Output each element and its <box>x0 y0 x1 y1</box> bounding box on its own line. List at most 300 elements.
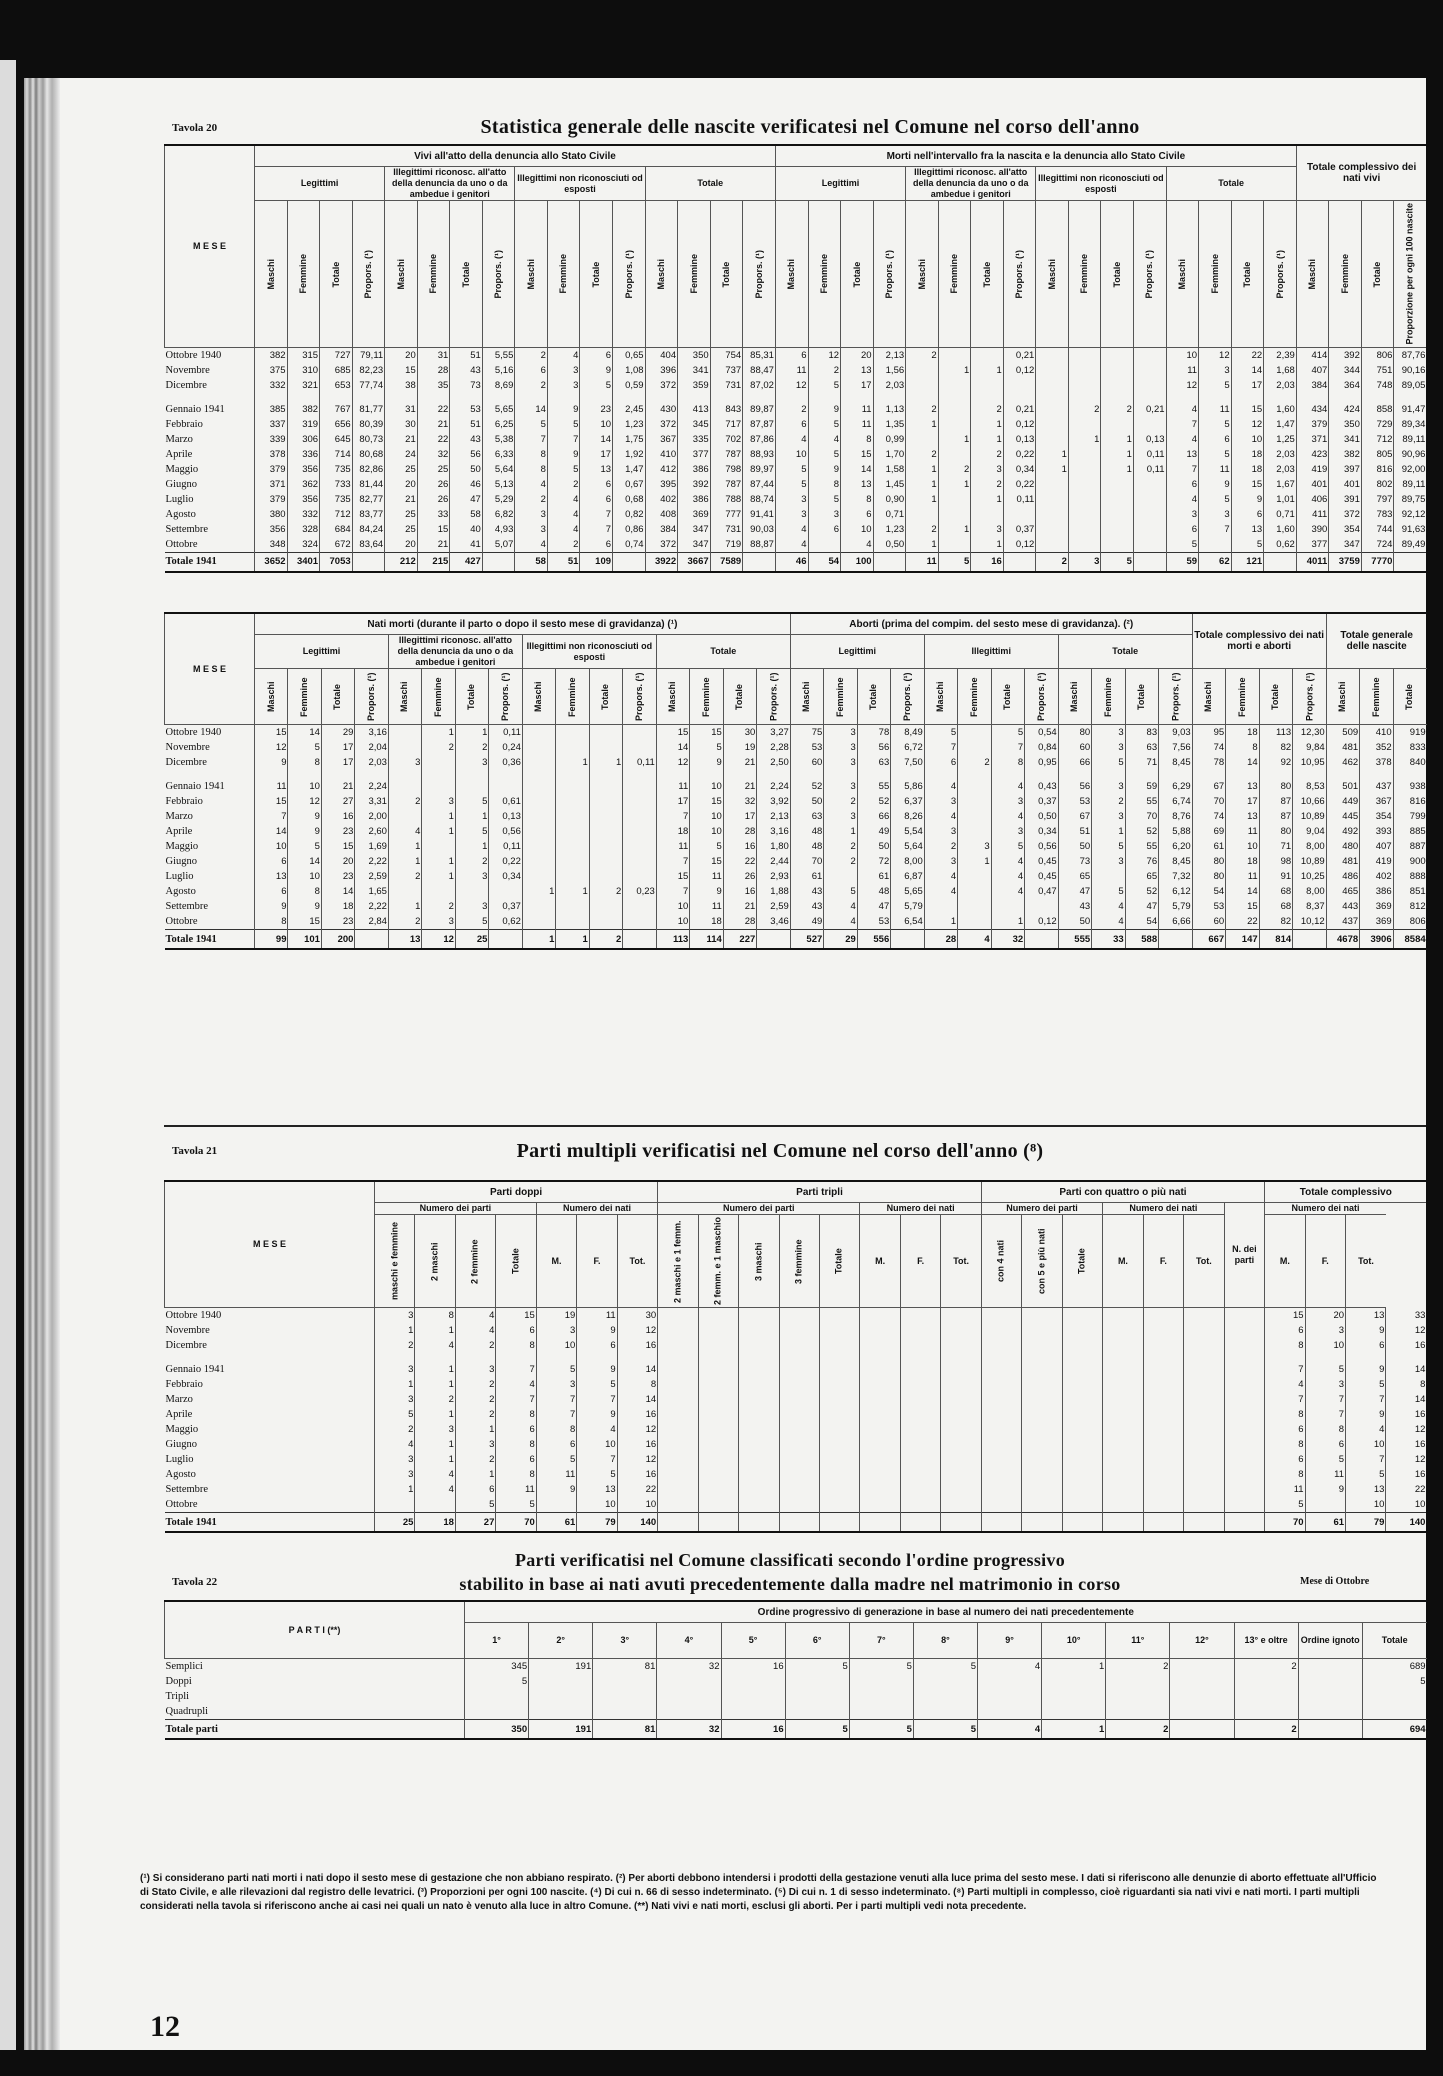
data-cell <box>1133 537 1166 553</box>
data-cell: 17 <box>656 794 689 809</box>
data-cell: 799 <box>1393 809 1427 824</box>
data-cell: 79,11 <box>352 347 385 363</box>
blank-cell <box>779 1353 819 1362</box>
data-cell: 1 <box>375 1482 415 1497</box>
data-cell <box>1068 462 1101 477</box>
data-cell: 4 <box>991 809 1024 824</box>
data-cell <box>1062 1362 1102 1377</box>
data-cell <box>589 809 622 824</box>
data-cell <box>658 1437 698 1452</box>
data-cell: 4 <box>415 1482 455 1497</box>
data-cell: 1,23 <box>873 522 906 537</box>
total-cell: 2 <box>1234 1720 1298 1740</box>
data-cell: 14 <box>841 462 874 477</box>
table-row <box>165 1659 1427 1675</box>
total-cell: 79 <box>577 1513 617 1533</box>
data-cell <box>958 824 991 839</box>
data-cell <box>1103 1392 1143 1407</box>
row-label: Dicembre <box>165 1340 207 1352</box>
data-cell: 8,45 <box>1159 755 1193 770</box>
blank-cell <box>1058 770 1091 779</box>
data-cell <box>1170 1659 1234 1675</box>
data-cell <box>1103 1338 1143 1353</box>
data-cell <box>489 884 522 899</box>
data-cell: 1 <box>422 824 455 839</box>
blank-cell <box>489 770 522 779</box>
total-cell: 4011 <box>1296 552 1329 572</box>
data-cell: 10 <box>536 1338 576 1353</box>
data-cell <box>1184 1377 1224 1392</box>
data-cell: 3 <box>824 725 857 741</box>
data-cell <box>556 779 589 794</box>
data-cell: 5 <box>455 824 488 839</box>
data-cell <box>941 1482 982 1497</box>
data-cell: 29 <box>321 725 354 741</box>
table-row <box>165 507 1427 522</box>
data-cell: 2 <box>1092 794 1125 809</box>
data-cell: 33 <box>417 507 450 522</box>
data-cell: 12 <box>617 1323 657 1338</box>
blank-cell <box>547 393 580 402</box>
data-cell: 8 <box>841 432 874 447</box>
data-cell <box>1068 507 1101 522</box>
data-cell <box>522 755 555 770</box>
data-cell <box>978 1674 1042 1689</box>
data-cell: 6,12 <box>1159 884 1193 899</box>
data-cell: 40 <box>450 522 483 537</box>
data-cell: 5 <box>924 725 957 741</box>
data-cell: 0,56 <box>1025 839 1058 854</box>
total-row <box>165 1720 1427 1740</box>
data-cell <box>489 779 522 794</box>
data-cell: 684 <box>320 522 353 537</box>
data-cell: 26 <box>723 869 756 884</box>
row-label: Dicembre <box>165 379 207 391</box>
data-cell: 48 <box>790 839 823 854</box>
data-cell: 332 <box>255 378 288 393</box>
data-cell: 63 <box>857 755 890 770</box>
data-cell: 0,12 <box>1003 417 1036 432</box>
data-cell: 82 <box>1259 740 1292 755</box>
data-cell: 5,55 <box>482 347 515 363</box>
data-cell <box>529 1689 593 1704</box>
data-cell <box>819 1323 859 1338</box>
data-cell: 3 <box>924 854 957 869</box>
tavola-20-title: Statistica generale delle nascite verificatesi nel Comune nel corso dell'anno <box>480 116 1140 138</box>
blank-cell <box>287 393 320 402</box>
data-cell <box>819 1422 859 1437</box>
data-cell <box>913 1674 977 1689</box>
data-cell <box>1062 1377 1102 1392</box>
table-row <box>165 1323 1427 1338</box>
page-number: 12 <box>150 2010 180 2043</box>
total-cell: 3759 <box>1329 552 1362 572</box>
data-cell: 47 <box>1125 899 1158 914</box>
row-label: Dicembre <box>165 757 207 768</box>
data-cell: 15 <box>321 839 354 854</box>
data-cell: 14 <box>515 402 548 417</box>
blank-cell <box>613 393 646 402</box>
data-cell <box>1036 402 1069 417</box>
data-cell: 17 <box>580 447 613 462</box>
data-cell: 12 <box>617 1422 657 1437</box>
data-cell: 1 <box>1068 432 1101 447</box>
column-header: Totale <box>1058 635 1192 669</box>
data-cell <box>941 1362 982 1377</box>
data-cell: 727 <box>320 347 353 363</box>
data-cell: 18 <box>690 914 723 930</box>
data-cell: 0,12 <box>1003 363 1036 378</box>
data-cell <box>1025 899 1058 914</box>
data-cell <box>698 1377 738 1392</box>
data-cell: 53 <box>1192 899 1225 914</box>
data-cell <box>1103 1362 1143 1377</box>
data-cell <box>698 1323 738 1338</box>
data-cell: 13 <box>1226 809 1259 824</box>
data-cell: 423 <box>1296 447 1329 462</box>
table-row <box>165 537 1427 553</box>
data-cell <box>938 447 971 462</box>
data-cell <box>941 1437 982 1452</box>
data-cell: 3 <box>1092 725 1125 741</box>
group-header: Totale complessivo dei nati morti e aborti <box>1192 613 1326 669</box>
data-cell <box>913 1689 977 1704</box>
data-cell: 15 <box>288 914 321 930</box>
data-cell <box>658 1497 698 1513</box>
data-cell: 10 <box>1226 839 1259 854</box>
data-cell: 3 <box>1305 1377 1345 1392</box>
data-cell <box>938 492 971 507</box>
column-header: Propors. (¹) <box>1293 669 1327 725</box>
data-cell: 21 <box>723 755 756 770</box>
blank-cell <box>455 770 488 779</box>
data-cell <box>1062 1437 1102 1452</box>
data-cell: 84,24 <box>352 522 385 537</box>
data-cell: 92,00 <box>1394 462 1427 477</box>
data-cell <box>824 869 857 884</box>
data-cell: 3 <box>375 1362 415 1377</box>
total-cell: 121 <box>1231 552 1264 572</box>
data-cell <box>1143 1377 1183 1392</box>
data-cell: 11 <box>841 402 874 417</box>
data-cell <box>941 1323 982 1338</box>
data-cell: 10 <box>1305 1338 1345 1353</box>
data-cell: 352 <box>1360 740 1393 755</box>
data-cell: 13 <box>1346 1308 1386 1324</box>
data-cell: 14 <box>1226 755 1259 770</box>
data-cell: 5 <box>515 417 548 432</box>
data-cell: 30 <box>617 1308 657 1324</box>
data-cell: 1 <box>1092 824 1125 839</box>
data-cell <box>1224 1407 1265 1422</box>
data-cell: 2,03 <box>873 378 906 393</box>
data-cell <box>941 1452 982 1467</box>
data-cell: 7 <box>656 884 689 899</box>
data-cell <box>860 1422 900 1437</box>
data-cell: 2,60 <box>355 824 388 839</box>
data-cell <box>1042 1689 1106 1704</box>
data-cell <box>981 1452 1021 1467</box>
data-cell: 10,66 <box>1293 794 1327 809</box>
data-cell: 6,82 <box>482 507 515 522</box>
table-row <box>165 432 1427 447</box>
data-cell: 76 <box>1125 854 1158 869</box>
data-cell: 12 <box>1386 1452 1426 1467</box>
data-cell: 5 <box>775 462 808 477</box>
data-cell: 98 <box>1259 854 1292 869</box>
data-cell <box>623 809 656 824</box>
data-cell: 16 <box>723 839 756 854</box>
data-cell: 2 <box>388 794 421 809</box>
table-row <box>165 914 1427 930</box>
data-cell: 83,64 <box>352 537 385 553</box>
data-cell: 15 <box>1265 1308 1305 1324</box>
data-cell <box>1133 492 1166 507</box>
data-cell: 50 <box>790 794 823 809</box>
column-header: Femmine <box>1068 201 1101 348</box>
data-cell: 3 <box>1199 507 1232 522</box>
data-cell: 3 <box>536 1377 576 1392</box>
data-cell: 20 <box>841 347 874 363</box>
total-cell: 5 <box>1101 552 1134 572</box>
data-cell: 6 <box>1231 507 1264 522</box>
order-column-header: 8° <box>913 1623 977 1659</box>
data-cell: 7 <box>496 1362 536 1377</box>
total-cell: 32 <box>991 930 1024 950</box>
blank-cell <box>757 770 791 779</box>
data-cell <box>779 1338 819 1353</box>
data-cell <box>1184 1467 1224 1482</box>
data-cell: 14 <box>288 725 321 741</box>
column-header: Numero dei nati <box>1103 1203 1224 1215</box>
month-header: M E S E <box>165 1181 375 1308</box>
total-cell <box>1003 552 1036 572</box>
data-cell: 9 <box>547 447 580 462</box>
data-cell: 1 <box>906 477 939 492</box>
data-cell: 22 <box>1226 914 1259 930</box>
data-cell: 70 <box>1192 794 1225 809</box>
data-cell <box>1224 1323 1265 1338</box>
data-cell: 5 <box>455 914 488 930</box>
data-cell: 12 <box>1386 1422 1426 1437</box>
data-cell: 55 <box>1125 794 1158 809</box>
data-cell <box>739 1437 779 1452</box>
data-cell: 4 <box>1265 1377 1305 1392</box>
data-cell: 345 <box>678 417 711 432</box>
data-cell: 20 <box>385 537 418 553</box>
data-cell: 380 <box>255 507 288 522</box>
data-cell <box>1022 1467 1062 1482</box>
data-cell <box>1170 1704 1234 1720</box>
column-header: Maschi <box>906 201 939 348</box>
data-cell: 3 <box>991 794 1024 809</box>
total-cell: 212 <box>385 552 418 572</box>
data-cell <box>1068 378 1101 393</box>
data-cell: 52 <box>857 794 890 809</box>
total-cell: 32 <box>657 1720 721 1740</box>
data-cell: 23 <box>580 402 613 417</box>
blank-cell <box>873 393 906 402</box>
data-cell <box>941 1407 982 1422</box>
data-cell: 20 <box>385 477 418 492</box>
month-header: M E S E <box>165 145 255 347</box>
column-header: con 4 nati <box>981 1215 1021 1308</box>
data-cell <box>623 899 656 914</box>
data-cell <box>556 854 589 869</box>
data-cell: 3 <box>455 1362 495 1377</box>
data-cell: 8 <box>496 1437 536 1452</box>
group-header: Ordine progressivo di generazione in base al numero dei nati precedentemente <box>465 1601 1427 1623</box>
data-cell: 369 <box>678 507 711 522</box>
data-cell: 7 <box>1265 1392 1305 1407</box>
order-column-header: 2° <box>529 1623 593 1659</box>
data-cell: 1,69 <box>355 839 388 854</box>
data-cell <box>941 1377 982 1392</box>
blank-cell <box>1199 393 1232 402</box>
data-cell: 802 <box>1361 477 1394 492</box>
data-cell: 0,34 <box>489 869 522 884</box>
data-cell: 656 <box>320 417 353 432</box>
data-cell: 2 <box>455 854 488 869</box>
data-cell: 1 <box>422 854 455 869</box>
data-cell <box>860 1407 900 1422</box>
data-cell: 378 <box>1360 755 1393 770</box>
blank-cell <box>1125 770 1158 779</box>
data-cell: 2 <box>906 522 939 537</box>
table-row <box>165 1392 1427 1407</box>
row-label: Giugno <box>165 856 197 867</box>
row-label: Ottobre 1940 <box>165 349 222 361</box>
data-cell: 9 <box>255 899 288 914</box>
column-header: Tot. <box>617 1215 657 1308</box>
data-cell: 731 <box>710 522 743 537</box>
data-cell <box>556 809 589 824</box>
data-cell: 408 <box>645 507 678 522</box>
data-cell: 328 <box>287 522 320 537</box>
group-header: Totale complessivo <box>1265 1181 1427 1203</box>
data-cell: 14 <box>617 1362 657 1377</box>
data-cell: 88,93 <box>743 447 776 462</box>
blank-cell <box>1346 1353 1386 1362</box>
data-cell: 55 <box>857 779 890 794</box>
row-label: Gennaio 1941 <box>165 781 225 792</box>
data-cell: 89,87 <box>743 402 776 417</box>
data-cell: 354 <box>1360 809 1393 824</box>
data-cell: 9 <box>288 899 321 914</box>
data-cell <box>819 1497 859 1513</box>
column-header: Femmine <box>938 201 971 348</box>
data-cell: 685 <box>320 363 353 378</box>
data-cell: 10 <box>577 1497 617 1513</box>
column-header: Femmine <box>556 669 589 725</box>
data-cell: 0,22 <box>1003 477 1036 492</box>
data-cell <box>556 839 589 854</box>
data-cell: 1 <box>556 755 589 770</box>
data-cell <box>455 884 488 899</box>
data-cell: 4 <box>808 432 841 447</box>
data-cell: 22 <box>1386 1482 1426 1497</box>
data-cell: 3 <box>515 522 548 537</box>
total-cell <box>1264 552 1297 572</box>
blank-cell <box>656 770 689 779</box>
data-cell: 2,04 <box>355 740 388 755</box>
total-cell <box>1022 1513 1062 1533</box>
total-cell: 667 <box>1192 930 1225 950</box>
data-cell: 20 <box>385 347 418 363</box>
data-cell: 797 <box>1361 492 1394 507</box>
data-cell: 92 <box>1259 755 1292 770</box>
data-cell: 9 <box>255 755 288 770</box>
data-cell: 2 <box>415 1392 455 1407</box>
data-cell <box>1068 363 1101 378</box>
data-cell: 13 <box>841 477 874 492</box>
data-cell: 20 <box>1305 1308 1345 1324</box>
blank-cell <box>1259 770 1292 779</box>
total-cell: 61 <box>1305 1513 1345 1533</box>
data-cell <box>958 794 991 809</box>
data-cell <box>1143 1437 1183 1452</box>
data-cell <box>1068 477 1101 492</box>
data-cell <box>779 1437 819 1452</box>
data-cell: 87 <box>1259 794 1292 809</box>
data-cell <box>1143 1392 1183 1407</box>
data-cell <box>1170 1674 1234 1689</box>
data-cell <box>981 1407 1021 1422</box>
column-header: Totale <box>723 669 756 725</box>
total-cell: 2 <box>589 930 622 950</box>
data-cell <box>593 1704 657 1720</box>
data-cell: 1 <box>422 809 455 824</box>
data-cell: 8 <box>1265 1467 1305 1482</box>
data-cell: 5 <box>288 839 321 854</box>
data-cell: 2 <box>971 402 1004 417</box>
total-cell: 3922 <box>645 552 678 572</box>
data-cell: 88,87 <box>743 537 776 553</box>
data-cell: 7 <box>580 522 613 537</box>
data-cell <box>1068 522 1101 537</box>
total-cell: 4 <box>958 930 991 950</box>
data-cell <box>1224 1497 1265 1513</box>
data-cell: 5,86 <box>891 779 924 794</box>
data-cell: 390 <box>1296 522 1329 537</box>
total-cell: 79 <box>1346 1513 1386 1533</box>
data-cell: 9 <box>690 884 723 899</box>
data-cell: 11 <box>1265 1482 1305 1497</box>
data-cell: 77,74 <box>352 378 385 393</box>
data-cell <box>1103 1467 1143 1482</box>
data-cell: 28 <box>723 914 756 930</box>
data-cell: 14 <box>1231 363 1264 378</box>
tavola-22-number: Tavola 22 <box>172 1576 218 1588</box>
column-header: Propors. (¹) <box>1264 201 1297 348</box>
data-cell: 481 <box>1326 854 1359 869</box>
data-cell: 18 <box>1226 854 1259 869</box>
blank-cell <box>1226 770 1259 779</box>
column-header: Totale <box>320 201 353 348</box>
table-row <box>165 1308 1427 1324</box>
data-cell <box>623 794 656 809</box>
column-header: Propors. (¹) <box>489 669 522 725</box>
data-cell: 22 <box>617 1482 657 1497</box>
column-header: maschi e femmine <box>375 1215 415 1308</box>
data-cell: 8 <box>515 447 548 462</box>
data-cell: 89,34 <box>1394 417 1427 432</box>
data-cell: 0,82 <box>613 507 646 522</box>
data-cell: 6,29 <box>1159 779 1193 794</box>
data-cell: 5,38 <box>482 432 515 447</box>
data-cell: 50 <box>450 462 483 477</box>
column-header: Femmine <box>288 669 321 725</box>
